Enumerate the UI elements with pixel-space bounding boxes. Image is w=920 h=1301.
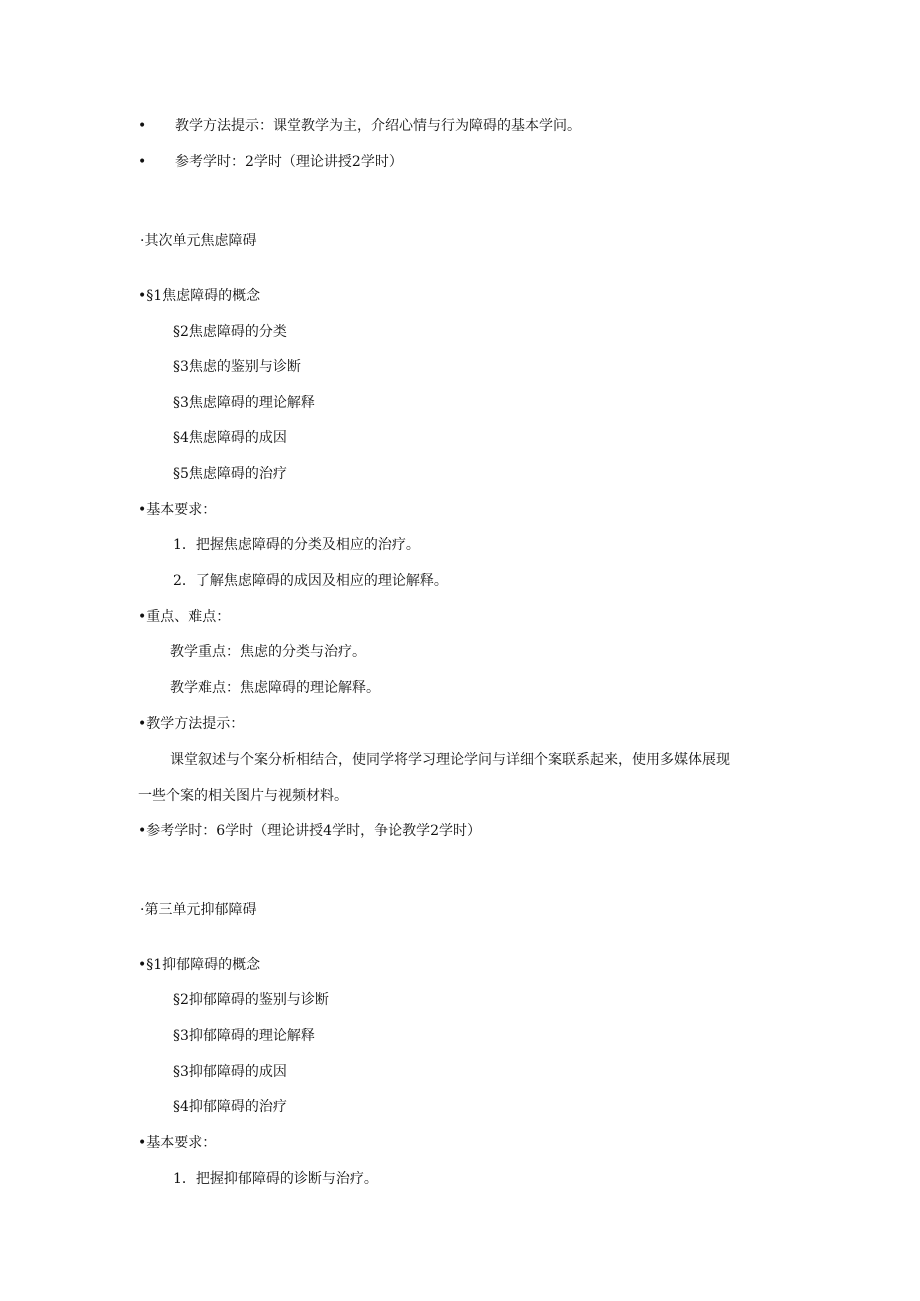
- unit2-section-3: §3焦虑的鉴别与诊断: [173, 359, 301, 375]
- unit2-section-5: §4焦虑障碍的成因: [173, 430, 287, 446]
- unit2-key-points-label: •重点、难点：: [138, 609, 231, 625]
- unit3-title: ·第三单元抑郁障碍: [140, 902, 257, 918]
- unit2-method-label: •教学方法提示：: [138, 716, 245, 732]
- unit2-ref-hours: •参考学时：6学时（理论讲授4学时，争论教学2学时）: [138, 823, 481, 839]
- unit2-section-2: §2焦虑障碍的分类: [173, 324, 287, 340]
- unit2-section-4: §3焦虑障碍的理论解释: [173, 395, 315, 411]
- bullet-dot: •: [138, 118, 147, 134]
- unit2-method-line-2: 一些个案的相关图片与视频材料。: [138, 788, 348, 804]
- unit2-section-6: §5焦虑障碍的治疗: [173, 466, 287, 482]
- unit3-section-4: §3抑郁障碍的成因: [173, 1064, 287, 1080]
- unit3-requirements-label: •基本要求：: [138, 1135, 217, 1151]
- unit3-requirement-1: 1．把握抑郁障碍的诊断与治疗。: [173, 1171, 378, 1187]
- intro-method-hint: 教学方法提示：课堂教学为主，介绍心情与行为障碍的基本学问。: [175, 118, 581, 134]
- unit2-difficult-point: 教学难点：焦虑障碍的理论解释。: [170, 680, 380, 696]
- bullet-dot: •: [138, 154, 147, 170]
- unit2-method-line-1: 课堂叙述与个案分析相结合，使同学将学习理论学问与详细个案联系起来，使用多媒体展现: [170, 752, 730, 768]
- unit2-key-point: 教学重点：焦虑的分类与治疗。: [170, 644, 366, 660]
- unit3-section-2: §2抑郁障碍的鉴别与诊断: [173, 992, 329, 1008]
- unit2-section-1: •§1焦虑障碍的概念: [138, 288, 261, 304]
- unit2-requirement-2: 2．了解焦虑障碍的成因及相应的理论解释。: [173, 573, 448, 589]
- unit2-requirements-label: •基本要求：: [138, 502, 217, 518]
- unit3-section-1: •§1抑郁障碍的概念: [138, 957, 261, 973]
- unit3-section-5: §4抑郁障碍的治疗: [173, 1099, 287, 1115]
- intro-ref-hours: 参考学时：2学时（理论讲授2学时）: [175, 154, 403, 170]
- unit3-section-3: §3抑郁障碍的理论解释: [173, 1028, 315, 1044]
- unit2-requirement-1: 1．把握焦虑障碍的分类及相应的治疗。: [173, 537, 420, 553]
- unit2-title: ·其次单元焦虑障碍: [140, 233, 257, 249]
